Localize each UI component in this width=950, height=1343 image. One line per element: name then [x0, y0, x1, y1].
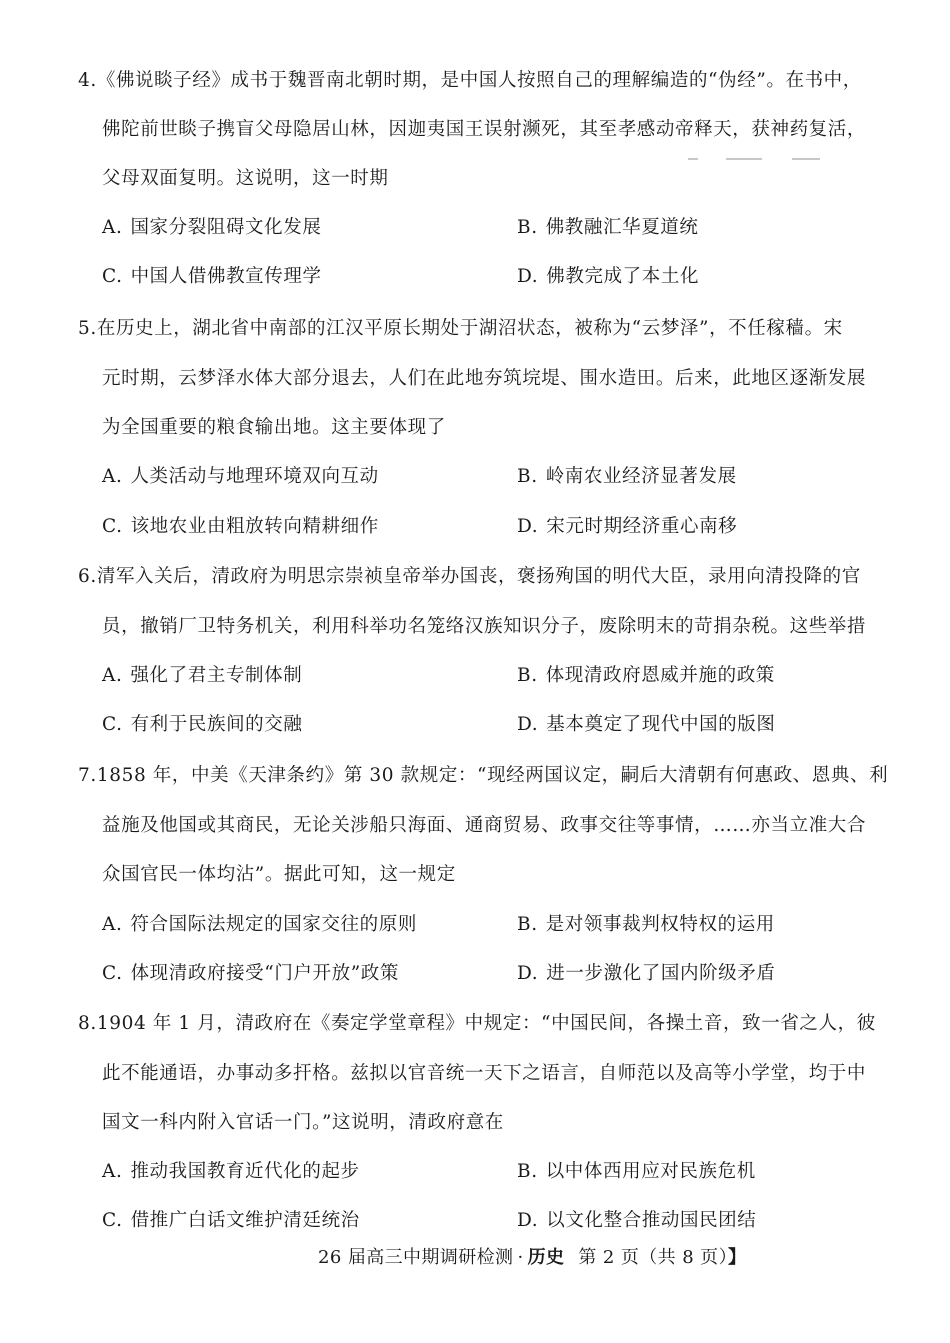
question-4-line-2: 佛陀前世睒子携盲父母隐居山林，因迦夷国王误射濒死，其至孝感动帝释天，获神药复活，	[102, 119, 867, 140]
option-text: 中国人借佛教宣传理学	[130, 266, 322, 287]
question-6-option-b	[517, 663, 775, 689]
option-text: 以中体西用应对民族危机	[545, 1161, 756, 1182]
option-letter: B.	[517, 1161, 538, 1182]
question-6-text-1: 清军入关后，清政府为明思宗崇祯皇帝举办国丧，褒扬殉国的明代大臣，录用向清投降的官	[96, 566, 861, 587]
question-7-text-1: 1858 年，中美《天津条约》第 30 款规定：“现经两国议定，嗣后大清朝有何惠政、恩典、利	[96, 765, 889, 786]
question-5-number: 5.	[78, 318, 97, 339]
question-6-line-1	[78, 564, 861, 590]
option-letter: C.	[102, 714, 123, 735]
question-7-option-d	[517, 961, 775, 987]
option-text: 该地农业由粗放转向精耕细作	[130, 516, 379, 537]
question-8-option-c	[102, 1208, 360, 1234]
question-8-line-3: 国文一科内附入官话一门。”这说明，清政府意在	[102, 1112, 504, 1133]
option-text: 佛教完成了本土化	[546, 266, 700, 287]
question-5-line-3: 为全国重要的粮食输出地。这主要体现了	[102, 417, 446, 438]
question-4-option-b	[517, 215, 699, 241]
question-4-text-1: 《佛说睒子经》成书于魏晋南北朝时期，是中国人按照自己的理解编造的“伪经”。在书中，	[96, 70, 862, 91]
question-4-line-3: 父母双面复明。这说明，这一时期	[102, 168, 389, 189]
option-letter: D.	[517, 714, 539, 735]
question-8-line-2: 此不能通语，办事动多扞格。兹拟以官音统一天下之语言，自师范以及高等小学堂，均于中	[102, 1063, 867, 1084]
option-text: 体现清政府接受“门户开放”政策	[130, 963, 399, 984]
option-letter: D.	[517, 266, 539, 287]
question-4-number: 4.	[78, 70, 97, 91]
scan-speck	[792, 158, 820, 160]
option-letter: B.	[517, 466, 538, 487]
question-7-line-3: 众国官民一体均沾”。据此可知，这一规定	[102, 864, 456, 885]
option-text: 以文化整合推动国民团结	[546, 1210, 757, 1231]
option-letter: A.	[102, 466, 123, 487]
question-8-option-a	[102, 1159, 360, 1185]
question-5-line-1	[78, 316, 843, 342]
question-8-option-b	[517, 1159, 756, 1185]
option-text: 岭南农业经济显著发展	[545, 466, 737, 487]
question-4-option-c	[102, 264, 322, 290]
option-text: 推动我国教育近代化的起步	[130, 1161, 360, 1182]
option-letter: A.	[102, 665, 123, 686]
footer-exam-title: 26 届高三中期调研检测	[318, 1247, 514, 1268]
option-letter: C.	[102, 1210, 123, 1231]
option-letter: A.	[102, 914, 123, 935]
option-letter: B.	[517, 217, 538, 238]
question-8-text-1: 1904 年 1 月，清政府在《奏定学堂章程》中规定：“中国民间，各操土音，致一省之人，彼	[96, 1013, 876, 1034]
option-letter: B.	[517, 914, 538, 935]
option-text: 有利于民族间的交融	[130, 714, 303, 735]
option-letter: D.	[517, 1210, 539, 1231]
option-letter: C.	[102, 266, 123, 287]
question-5-line-2: 元时期，云梦泽水体大部分退去，人们在此地夯筑垸堤、围水造田。后来，此地区逐渐发展	[102, 368, 867, 389]
question-4-option-a	[102, 215, 321, 241]
footer-page-number: 第 2 页（共 8 页）	[578, 1247, 728, 1268]
question-6-line-2: 员，撤销厂卫特务机关，利用科举功名笼络汉族知识分子，废除明末的苛捐杂税。这些举措	[102, 616, 867, 637]
question-7-option-b	[517, 912, 775, 938]
option-text: 强化了君主专制体制	[130, 665, 303, 686]
question-6-option-d	[517, 712, 775, 738]
question-4-option-d	[517, 264, 699, 290]
option-letter: A.	[102, 217, 123, 238]
option-text: 借推广白话文维护清廷统治	[130, 1210, 360, 1231]
question-6-option-c	[102, 712, 302, 738]
question-7-number: 7.	[78, 765, 97, 786]
option-text: 佛教融汇华夏道统	[545, 217, 699, 238]
option-letter: D.	[517, 516, 539, 537]
option-letter: D.	[517, 963, 539, 984]
question-7-line-2: 益施及他国或其商民，无论关涉船只海面、通商贸易、政事交往等事情，……亦当立准大合	[102, 815, 867, 836]
scan-speck	[688, 158, 698, 160]
option-letter: C.	[102, 963, 123, 984]
option-letter: B.	[517, 665, 538, 686]
question-8-number: 8.	[78, 1013, 97, 1034]
option-text: 进一步激化了国内阶级矛盾	[546, 963, 776, 984]
footer-dot: ·	[517, 1247, 524, 1268]
question-6-number: 6.	[78, 566, 97, 587]
footer-bracket: 】	[727, 1247, 747, 1268]
footer-subject: 历史	[527, 1247, 565, 1268]
question-7-option-c	[102, 961, 399, 987]
question-5-option-b	[517, 464, 737, 490]
page-footer	[318, 1245, 746, 1271]
option-text: 人类活动与地理环境双向互动	[130, 466, 379, 487]
option-letter: C.	[102, 516, 123, 537]
question-7-option-a	[102, 912, 417, 938]
option-text: 符合国际法规定的国家交往的原则	[130, 914, 417, 935]
question-5-text-1: 在历史上，湖北省中南部的江汉平原长期处于湖沼状态，被称为“云梦泽”，不任稼穑。宋	[96, 318, 843, 339]
scan-speck	[726, 158, 762, 160]
question-4-line-1	[78, 68, 862, 94]
question-8-option-d	[517, 1208, 756, 1234]
question-5-option-d	[517, 514, 737, 540]
question-5-option-a	[102, 464, 379, 490]
question-8-line-1	[78, 1011, 876, 1037]
option-text: 国家分裂阻碍文化发展	[130, 217, 322, 238]
question-7-line-1	[78, 763, 888, 789]
option-text: 体现清政府恩威并施的政策	[545, 665, 775, 686]
option-text: 宋元时期经济重心南移	[546, 516, 738, 537]
option-letter: A.	[102, 1161, 123, 1182]
option-text: 是对领事裁判权特权的运用	[545, 914, 775, 935]
question-6-option-a	[102, 663, 302, 689]
question-5-option-c	[102, 514, 379, 540]
option-text: 基本奠定了现代中国的版图	[546, 714, 776, 735]
